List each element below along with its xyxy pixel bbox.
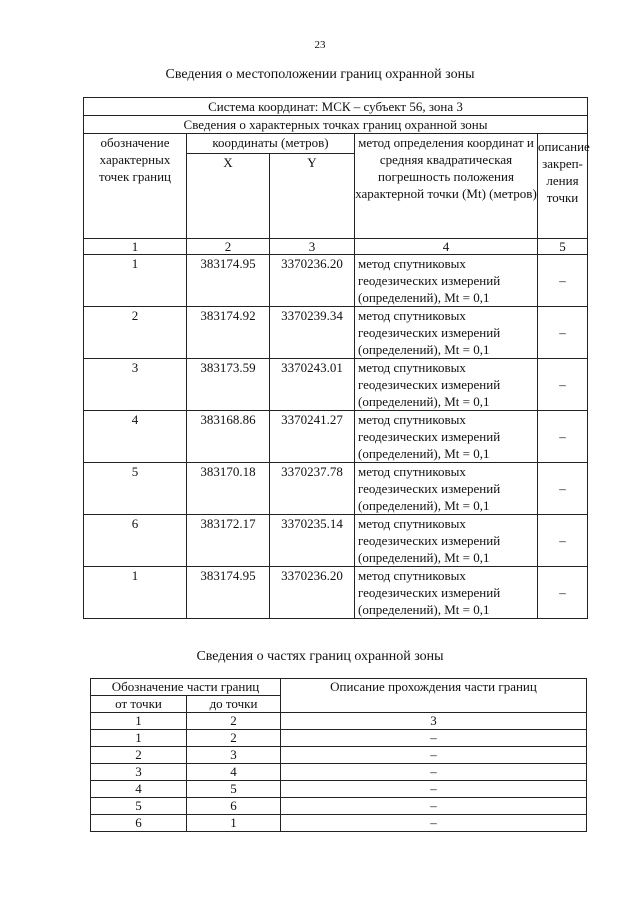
header-part-description: Описание прохождения части границ: [281, 679, 587, 713]
table-row: [84, 255, 588, 307]
part-description-cell: –: [281, 764, 587, 781]
description-cell: –: [538, 463, 588, 515]
method-cell: метод спутниковых геодезических измерений (определений), Mt = 0,1: [355, 411, 538, 463]
header-from-point: от точки: [91, 696, 187, 713]
page-number: 23: [314, 39, 326, 51]
method-cell: метод спутниковых геодезических измерений (определений), Mt = 0,1: [355, 515, 538, 567]
table-row: [91, 798, 587, 815]
table-row: [91, 747, 587, 764]
table-row: [84, 411, 588, 463]
y-coordinate-cell: 3370235.14: [270, 515, 355, 567]
column-number-cell: 4: [355, 239, 538, 255]
to-point-cell: 4: [187, 764, 281, 781]
table-row: [91, 781, 587, 798]
to-point-cell: 1: [187, 815, 281, 832]
point-number-cell: 3: [84, 359, 187, 411]
from-point-cell: 5: [91, 798, 187, 815]
column-number-cell: 1: [91, 713, 187, 730]
from-point-cell: 1: [91, 730, 187, 747]
header-part-designation: Обозначение части границ: [91, 679, 281, 696]
part-description-cell: –: [281, 798, 587, 815]
part-description-cell: –: [281, 815, 587, 832]
to-point-cell: 3: [187, 747, 281, 764]
header-x: X: [187, 154, 270, 239]
header-to-point: до точки: [187, 696, 281, 713]
method-cell: метод спутниковых геодезических измерений (определений), Mt = 0,1: [355, 307, 538, 359]
column-number-cell: 3: [281, 713, 587, 730]
to-point-cell: 2: [187, 730, 281, 747]
x-coordinate-cell: 383174.92: [187, 307, 270, 359]
description-cell: –: [538, 567, 588, 619]
point-number-cell: 1: [84, 567, 187, 619]
y-coordinate-cell: 3370241.27: [270, 411, 355, 463]
table-row: [84, 359, 588, 411]
x-coordinate-cell: 383168.86: [187, 411, 270, 463]
table-row: [84, 463, 588, 515]
from-point-cell: 6: [91, 815, 187, 832]
part-description-cell: –: [281, 730, 587, 747]
point-number-cell: 5: [84, 463, 187, 515]
table-subtitle-row: Сведения о характерных точках границ охранной зоны: [84, 116, 588, 134]
column-number-cell: 3: [270, 239, 355, 255]
section-title-parts: Сведения о частях границ охранной зоны: [196, 649, 444, 664]
table-row: [91, 730, 587, 747]
header-description: описание закреп-ления точки: [538, 134, 588, 239]
point-number-cell: 6: [84, 515, 187, 567]
column-number-cell: 1: [84, 239, 187, 255]
description-cell: –: [538, 515, 588, 567]
to-point-cell: 6: [187, 798, 281, 815]
column-number-cell: 5: [538, 239, 588, 255]
column-number-cell: 2: [187, 713, 281, 730]
y-coordinate-cell: 3370239.34: [270, 307, 355, 359]
y-coordinate-cell: 3370236.20: [270, 567, 355, 619]
method-cell: метод спутниковых геодезических измерений (определений), Mt = 0,1: [355, 359, 538, 411]
x-coordinate-cell: 383174.95: [187, 567, 270, 619]
boundary-parts-table: [90, 678, 587, 832]
table-row: [91, 815, 587, 832]
x-coordinate-cell: 383174.95: [187, 255, 270, 307]
table-row: [84, 567, 588, 619]
from-point-cell: 2: [91, 747, 187, 764]
header-y: Y: [270, 154, 355, 239]
y-coordinate-cell: 3370237.78: [270, 463, 355, 515]
header-point-designation: обозначение характерных точек границ: [84, 134, 187, 239]
part-description-cell: –: [281, 781, 587, 798]
description-cell: –: [538, 255, 588, 307]
coordinate-system-row: Система координат: МСК – субъект 56, зона 3: [84, 98, 588, 116]
method-cell: метод спутниковых геодезических измерений (определений), Mt = 0,1: [355, 255, 538, 307]
column-numbers-row: [84, 239, 588, 255]
boundary-points-table: [83, 97, 588, 619]
y-coordinate-cell: 3370236.20: [270, 255, 355, 307]
description-cell: –: [538, 307, 588, 359]
table-row: [84, 307, 588, 359]
header-coordinates: координаты (метров): [187, 134, 355, 154]
y-coordinate-cell: 3370243.01: [270, 359, 355, 411]
method-cell: метод спутниковых геодезических измерений (определений), Mt = 0,1: [355, 567, 538, 619]
x-coordinate-cell: 383170.18: [187, 463, 270, 515]
x-coordinate-cell: 383172.17: [187, 515, 270, 567]
to-point-cell: 5: [187, 781, 281, 798]
section-title-location: Сведения о местоположении границ охранной зоны: [165, 67, 475, 82]
description-cell: –: [538, 411, 588, 463]
description-cell: –: [538, 359, 588, 411]
header-method: метод определения координат и средняя квадратическая погрешность положения характерной точки (Mt) (метров): [355, 134, 538, 239]
column-numbers-row: [91, 713, 587, 730]
point-number-cell: 1: [84, 255, 187, 307]
x-coordinate-cell: 383173.59: [187, 359, 270, 411]
method-cell: метод спутниковых геодезических измерений (определений), Mt = 0,1: [355, 463, 538, 515]
table-row: [91, 764, 587, 781]
from-point-cell: 4: [91, 781, 187, 798]
point-number-cell: 4: [84, 411, 187, 463]
point-number-cell: 2: [84, 307, 187, 359]
part-description-cell: –: [281, 747, 587, 764]
column-number-cell: 2: [187, 239, 270, 255]
table-row: [84, 515, 588, 567]
from-point-cell: 3: [91, 764, 187, 781]
